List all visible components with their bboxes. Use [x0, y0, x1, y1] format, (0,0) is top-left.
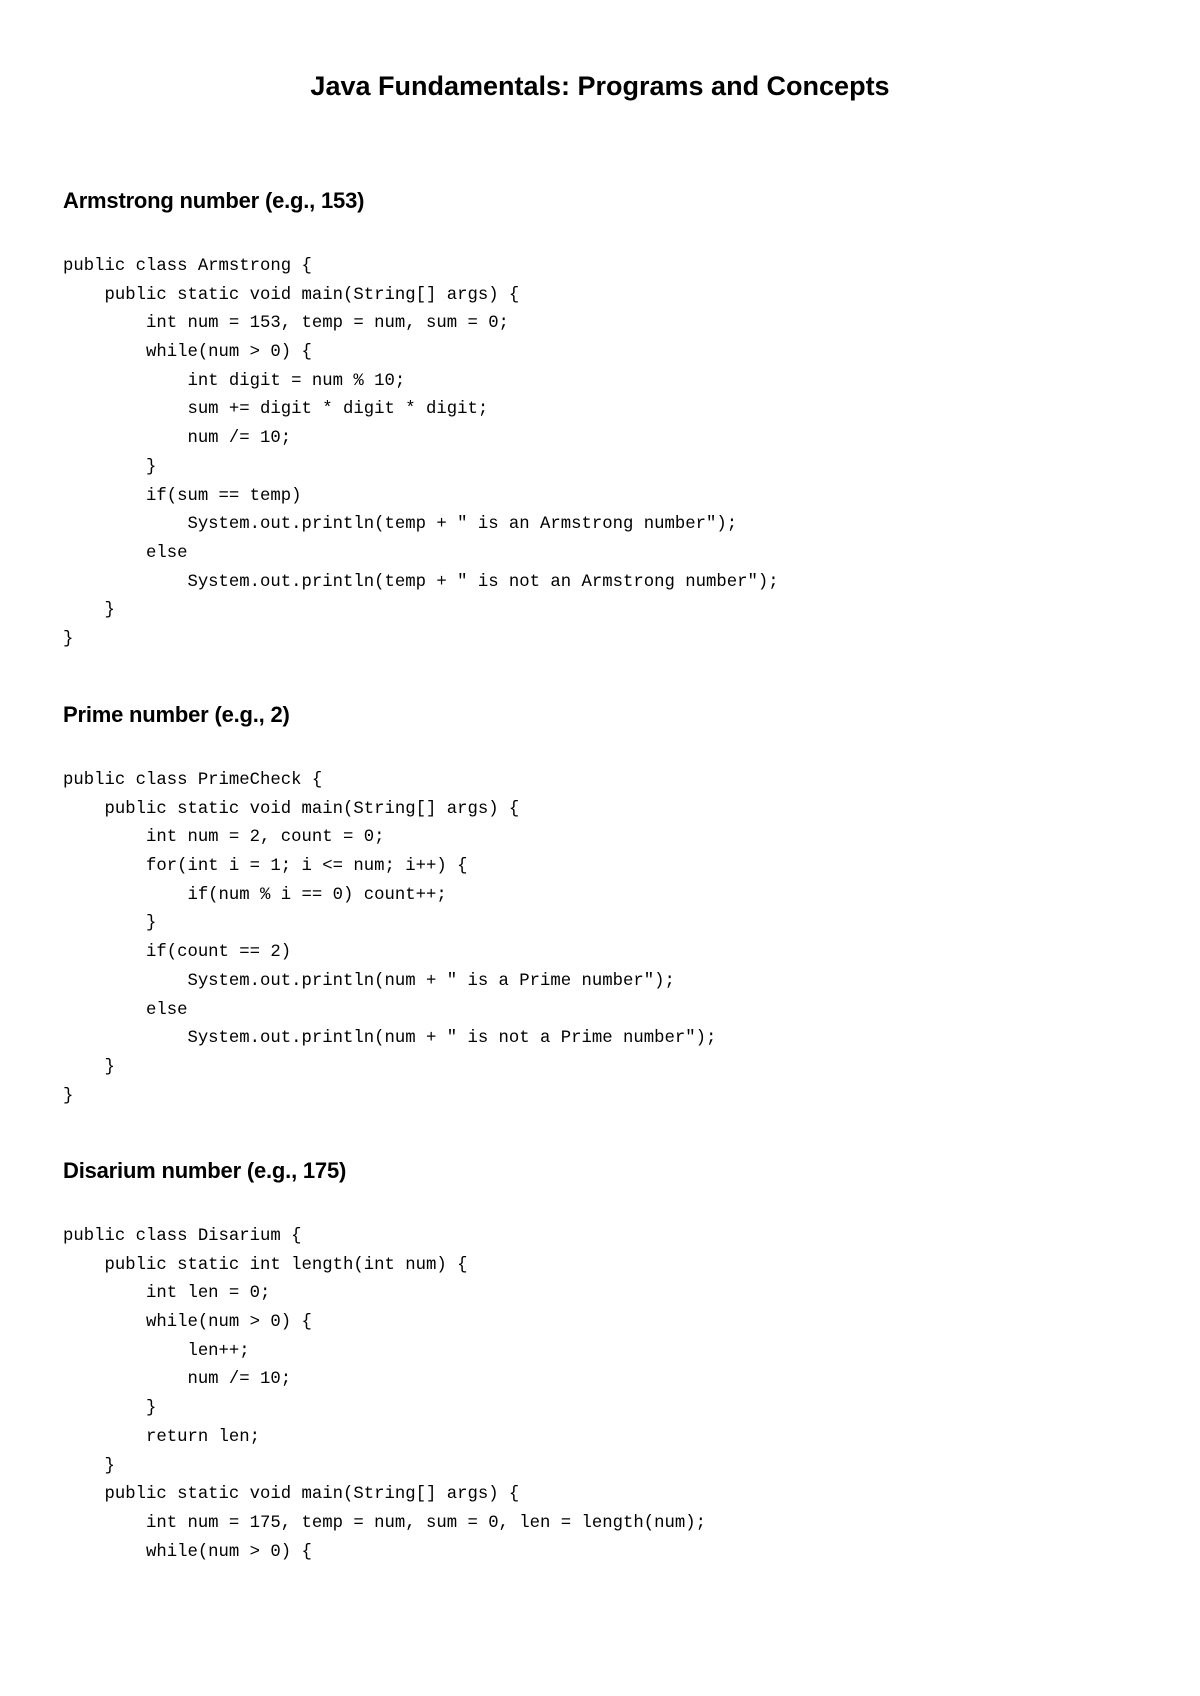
code-line: }	[63, 457, 157, 477]
code-line: int len = 0;	[63, 1284, 271, 1304]
code-line: while(num > 0) {	[63, 1313, 312, 1333]
code-block-disarium	[63, 1223, 1143, 1567]
code-line: int num = 175, temp = num, sum = 0, len = length(num);	[63, 1513, 706, 1533]
code-line: }	[63, 1399, 157, 1419]
code-line: public static int length(int num) {	[63, 1255, 468, 1275]
code-line: System.out.println(temp + " is an Armstrong number");	[63, 515, 738, 535]
code-line: }	[63, 1057, 115, 1077]
code-line: }	[63, 629, 74, 649]
code-line: else	[63, 1000, 188, 1020]
code-line: System.out.println(num + " is a Prime number");	[63, 971, 675, 991]
code-line: }	[63, 1456, 115, 1476]
code-block-armstrong	[63, 253, 1143, 655]
section-disarium	[63, 1156, 1143, 1567]
code-line: int num = 153, temp = num, sum = 0;	[63, 314, 509, 334]
code-line: public class PrimeCheck {	[63, 771, 323, 790]
code-line: while(num > 0) {	[63, 343, 312, 363]
code-line: int digit = num % 10;	[63, 371, 406, 391]
code-line: int num = 2, count = 0;	[63, 828, 385, 848]
code-line: }	[63, 914, 157, 934]
code-line: sum += digit * digit * digit;	[63, 400, 489, 420]
section-armstrong	[63, 186, 1143, 655]
code-line: for(int i = 1; i <= num; i++) {	[63, 857, 468, 877]
code-line: public static void main(String[] args) {	[63, 799, 520, 819]
code-line: if(sum == temp)	[63, 486, 302, 506]
code-line: num /= 10;	[63, 429, 292, 449]
document-title: Java Fundamentals: Programs and Concepts	[310, 71, 890, 101]
code-line: num /= 10;	[63, 1370, 292, 1390]
code-block-prime	[63, 767, 1143, 1111]
section-prime	[63, 700, 1143, 1111]
code-line: while(num > 0) {	[63, 1542, 312, 1562]
code-line: if(num % i == 0) count++;	[63, 885, 447, 905]
code-line: public static void main(String[] args) {	[63, 285, 520, 305]
code-line: if(count == 2)	[63, 943, 292, 963]
section-heading: Armstrong number (e.g., 153)	[63, 188, 365, 213]
section-heading: Disarium number (e.g., 175)	[63, 1158, 347, 1183]
code-line: System.out.println(num + " is not a Prime number");	[63, 1029, 717, 1049]
code-line: return len;	[63, 1427, 261, 1447]
code-line: public class Armstrong {	[63, 257, 312, 276]
code-line: else	[63, 543, 188, 563]
code-line: System.out.println(temp + " is not an Armstrong number");	[63, 572, 779, 592]
code-line: }	[63, 601, 115, 621]
code-line: public class Disarium {	[63, 1227, 302, 1246]
code-line: len++;	[63, 1341, 250, 1361]
code-line: }	[63, 1086, 74, 1106]
code-line: public static void main(String[] args) {	[63, 1485, 520, 1505]
section-heading: Prime number (e.g., 2)	[63, 702, 290, 727]
